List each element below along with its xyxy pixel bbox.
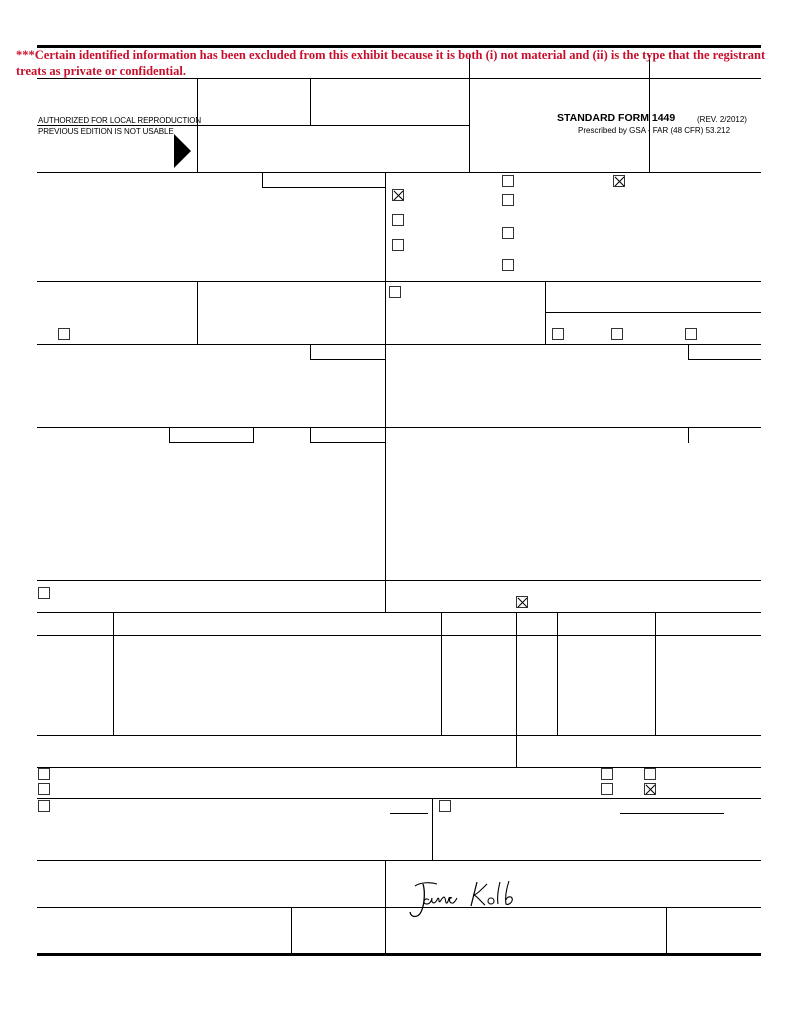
- block27-are-checkbox-2[interactable]: [601, 783, 613, 795]
- block11-divider: [197, 281, 198, 344]
- section-line-427: [37, 427, 761, 428]
- section-line-860: [37, 860, 761, 861]
- contracting-officer-signature: [405, 876, 535, 926]
- block10-checkbox-4[interactable]: [502, 175, 514, 187]
- block30c-divider: [291, 907, 292, 954]
- header-mid-line: [37, 125, 470, 126]
- block27a-checkbox[interactable]: [38, 768, 50, 780]
- section-line-798: [37, 798, 761, 799]
- block29-checkbox[interactable]: [439, 800, 451, 812]
- block18b-checkbox[interactable]: [516, 596, 528, 608]
- block27-are-not-checkbox-1[interactable]: [644, 768, 656, 780]
- bottom-border: [37, 953, 761, 956]
- authorized-reproduction-label: AUTHORIZED FOR LOCAL REPRODUCTION: [38, 116, 202, 125]
- block28-29-divider: [432, 798, 433, 861]
- redaction-notice: ***Certain identified information has been excluded from this exhibit because it is both (i) not material and (ii) is the type that the registrant treats as private or confidential.: [16, 48, 766, 78]
- section-line-172: [37, 172, 761, 173]
- schedule-header-line: [37, 635, 761, 636]
- block13-inner-line-1: [545, 312, 761, 313]
- issued-by-code-box: [310, 344, 386, 360]
- section-line-907: [37, 907, 385, 908]
- prescribed-by: Prescribed by GSA - FAR (48 CFR) 53.212: [578, 126, 731, 135]
- schedule-top-line: [37, 612, 761, 613]
- block13b-checkbox-1[interactable]: [552, 328, 564, 340]
- header-divider-2: [310, 78, 311, 125]
- form-title: STANDARD FORM 1449: [557, 112, 676, 124]
- block29-date-line: [620, 813, 724, 814]
- section-line-580: [37, 580, 761, 581]
- block28-checkbox[interactable]: [38, 800, 50, 812]
- block10-checkbox-6[interactable]: [502, 227, 514, 239]
- block10-checkbox-2[interactable]: [392, 214, 404, 226]
- block13b-checkbox-2[interactable]: [611, 328, 623, 340]
- schedule-col-1: [113, 612, 114, 735]
- block17b-checkbox[interactable]: [38, 587, 50, 599]
- block10-checkbox-7[interactable]: [502, 259, 514, 271]
- schedule-col-3: [516, 612, 517, 767]
- facility-code-box: [310, 427, 386, 443]
- block27-are-checkbox-1[interactable]: [601, 768, 613, 780]
- administered-by-code-box: [688, 344, 761, 360]
- block13b-checkbox-3[interactable]: [685, 328, 697, 340]
- form-revision: (REV. 2/2012): [697, 115, 747, 124]
- arrow-right-icon: [174, 134, 191, 168]
- block28-copies-line: [390, 813, 428, 814]
- block27-are-not-checkbox-2[interactable]: [644, 783, 656, 795]
- schedule-bottom-line: [37, 735, 761, 736]
- center-divider-upper: [385, 172, 386, 612]
- payment-code-tick: [688, 427, 689, 443]
- solicitation-date-box: [262, 172, 386, 188]
- block10-checkbox-5[interactable]: [502, 194, 514, 206]
- section-line-344: [37, 344, 761, 345]
- block11-checkbox[interactable]: [58, 328, 70, 340]
- block12-discount-checkbox[interactable]: [389, 286, 401, 298]
- schedule-col-5: [655, 612, 656, 735]
- section-line-281: [37, 281, 761, 282]
- block10-set-aside-checkbox[interactable]: [392, 189, 404, 201]
- schedule-col-4: [557, 612, 558, 735]
- contractor-code-box: [169, 427, 254, 443]
- block27b-checkbox[interactable]: [38, 783, 50, 795]
- schedule-col-2: [441, 612, 442, 735]
- previous-edition-label: PREVIOUS EDITION IS NOT USABLE: [38, 127, 174, 136]
- block10-unrestricted-checkbox[interactable]: [613, 175, 625, 187]
- block31c-divider: [666, 907, 667, 954]
- block10-checkbox-3[interactable]: [392, 239, 404, 251]
